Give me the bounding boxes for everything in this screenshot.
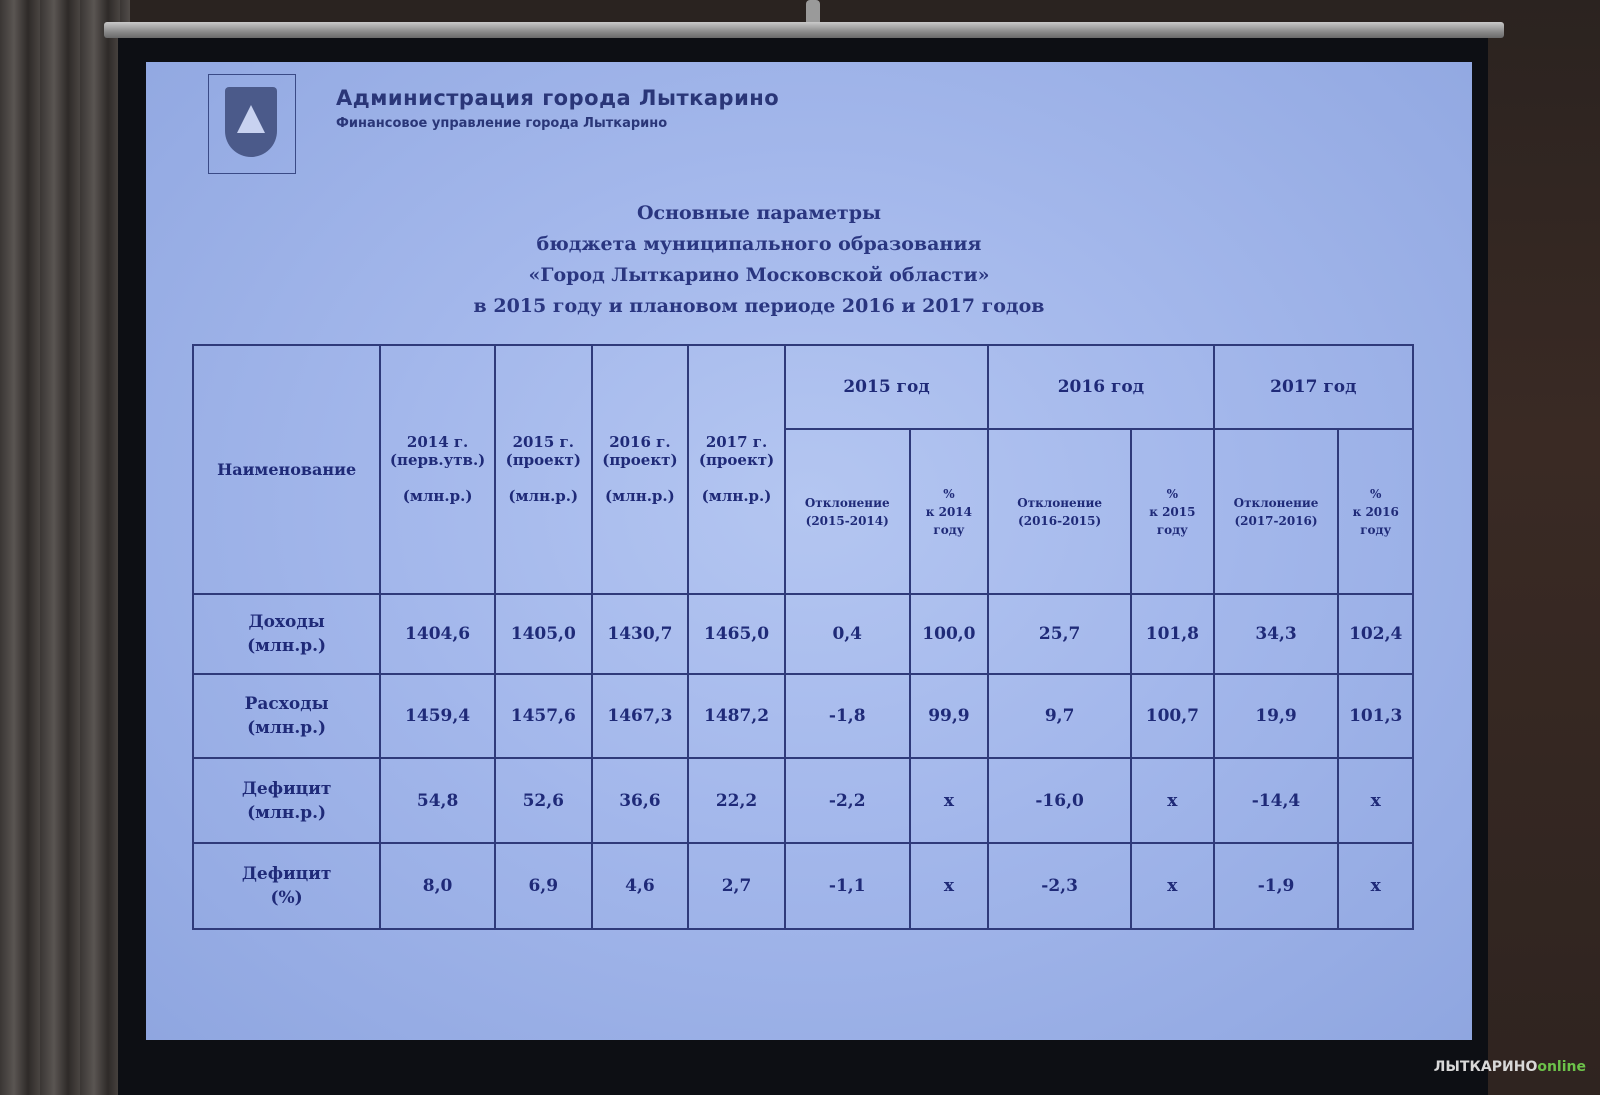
slide-title (146, 198, 1372, 322)
table-cell: 1465,0 (688, 594, 785, 674)
table-cell: x (1338, 758, 1413, 842)
header-dev-2016: Отклонение (2016-2015) (988, 429, 1131, 594)
projected-slide (146, 62, 1472, 1040)
screen-top-bar (104, 22, 1504, 38)
table-cell: 102,4 (1338, 594, 1413, 674)
table-cell: 6,9 (495, 843, 592, 929)
table-cell: x (910, 758, 989, 842)
table-cell: -16,0 (988, 758, 1131, 842)
table-cell: 1404,6 (380, 594, 495, 674)
table-cell: 1487,2 (688, 674, 785, 758)
header-pct-2017: % к 2016 году (1338, 429, 1413, 594)
header-2016: 2016 г. (проект) (млн.р.) (592, 345, 689, 594)
header-year-2016: 2016 год (988, 345, 1213, 429)
watermark (1434, 1059, 1586, 1075)
curtain (0, 0, 130, 1095)
coat-of-arms-icon (225, 87, 277, 157)
table-cell: 8,0 (380, 843, 495, 929)
table-cell: -2,2 (785, 758, 910, 842)
watermark-part1: ЛЫТКАРИНО (1433, 1059, 1538, 1075)
header-2017: 2017 г. (проект) (млн.р.) (688, 345, 785, 594)
table-cell: 1430,7 (592, 594, 689, 674)
table-row (193, 843, 1413, 929)
header-pct-2015: % к 2014 году (910, 429, 989, 594)
table-row (193, 594, 1413, 674)
table-cell: 36,6 (592, 758, 689, 842)
budget-table (192, 344, 1414, 930)
header-year-2015: 2015 год (785, 345, 988, 429)
header-2014: 2014 г. (перв.утв.) (млн.р.) (380, 345, 495, 594)
table-cell: 52,6 (495, 758, 592, 842)
table-cell: x (910, 843, 989, 929)
header-dev-2017: Отклонение (2017-2016) (1214, 429, 1339, 594)
city-logo (208, 74, 296, 174)
header-2015: 2015 г. (проект) (млн.р.) (495, 345, 592, 594)
table-row (193, 674, 1413, 758)
table-cell: -1,1 (785, 843, 910, 929)
table-cell: 101,3 (1338, 674, 1413, 758)
table-cell: -1,9 (1214, 843, 1339, 929)
table-cell: 34,3 (1214, 594, 1339, 674)
watermark-part2: online (1537, 1059, 1586, 1075)
table-cell: 25,7 (988, 594, 1131, 674)
title-line: бюджета муниципального образования (536, 233, 982, 255)
row-label: Доходы (млн.р.) (193, 594, 380, 674)
row-label: Расходы (млн.р.) (193, 674, 380, 758)
table-cell: 1467,3 (592, 674, 689, 758)
table-cell: 54,8 (380, 758, 495, 842)
table-cell: 4,6 (592, 843, 689, 929)
title-line: Основные параметры (636, 202, 882, 224)
row-label: Дефицит (%) (193, 843, 380, 929)
table-cell: x (1131, 758, 1214, 842)
table-cell: x (1131, 843, 1214, 929)
table-cell: 0,4 (785, 594, 910, 674)
table-cell: 1459,4 (380, 674, 495, 758)
header-pct-2016: % к 2015 году (1131, 429, 1214, 594)
org-title: Администрация города Лыткарино (336, 86, 780, 110)
title-line: в 2015 году и плановом периоде 2016 и 2017 годов (473, 295, 1045, 317)
table-cell: 100,0 (910, 594, 989, 674)
table-cell: 1405,0 (495, 594, 592, 674)
table-cell: 19,9 (1214, 674, 1339, 758)
table-cell: 1457,6 (495, 674, 592, 758)
org-subtitle: Финансовое управление города Лыткарино (336, 116, 668, 131)
table-cell: 100,7 (1131, 674, 1214, 758)
header-dev-2015: Отклонение (2015-2014) (785, 429, 910, 594)
table-row (193, 758, 1413, 842)
table-cell: -2,3 (988, 843, 1131, 929)
table-cell: 101,8 (1131, 594, 1214, 674)
row-label: Дефицит (млн.р.) (193, 758, 380, 842)
table-cell: 99,9 (910, 674, 989, 758)
table-cell: 22,2 (688, 758, 785, 842)
header-year-2017: 2017 год (1214, 345, 1413, 429)
table-cell: x (1338, 843, 1413, 929)
title-line: «Город Лыткарино Московской области» (528, 264, 990, 286)
table-cell: -14,4 (1214, 758, 1339, 842)
table-cell: 9,7 (988, 674, 1131, 758)
table-cell: 2,7 (688, 843, 785, 929)
table-cell: -1,8 (785, 674, 910, 758)
header-name: Наименование (193, 345, 380, 594)
